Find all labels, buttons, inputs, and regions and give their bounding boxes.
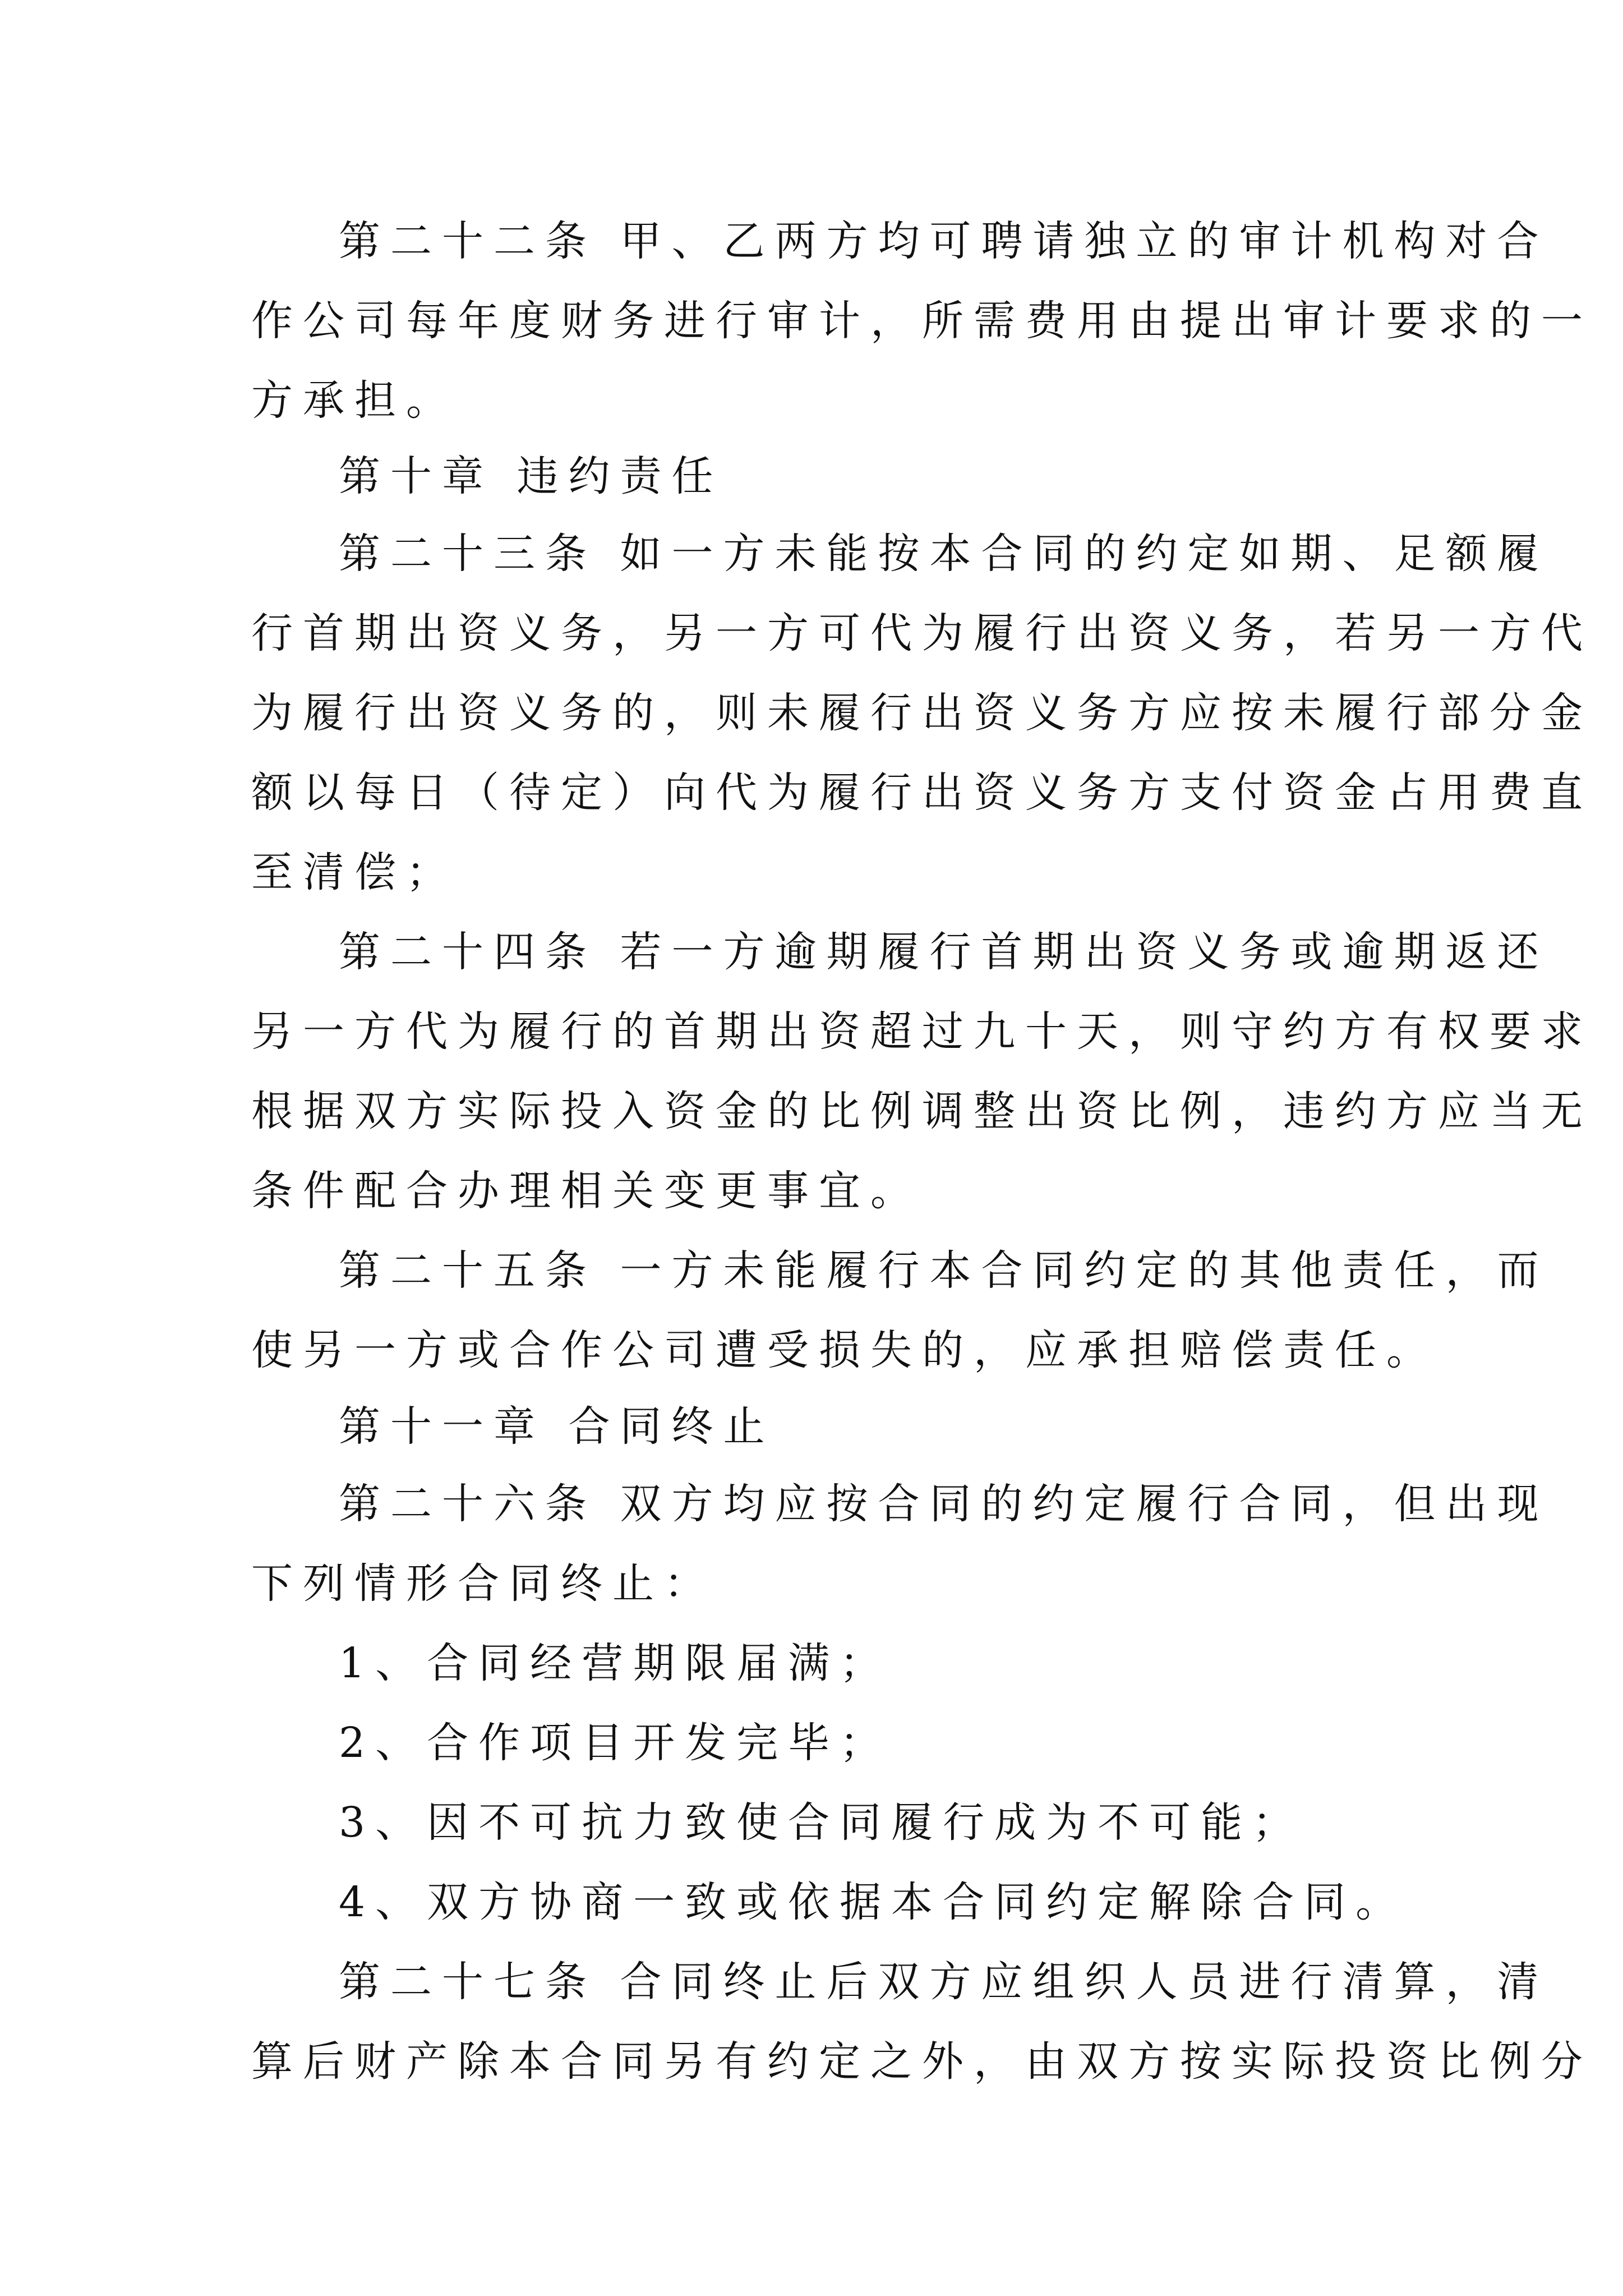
article-27-line-1: 第二十七条 合同终止后双方应组织人员进行清算，清 xyxy=(339,1958,1549,2006)
article-25-line-1: 第二十五条 一方未能履行本合同约定的其他责任，而 xyxy=(339,1246,1549,1295)
list-item-1: 1、合同经营期限届满； xyxy=(339,1639,892,1687)
article-23-line-2: 行首期出资义务，另一方可代为履行出资义务，若另一方代 xyxy=(251,609,1593,657)
article-24-line-4: 条件配合办理相关变更事宜。 xyxy=(251,1167,922,1215)
article-23-line-4: 额以每日（待定）向代为履行出资义务方支付资金占用费直 xyxy=(251,769,1593,817)
article-22-line-3: 方承担。 xyxy=(251,376,458,425)
chapter-11-heading: 第十一章 合同终止 xyxy=(339,1402,775,1451)
list-item-4: 4、双方协商一致或依据本合同约定解除合同。 xyxy=(339,1878,1408,1926)
article-25-line-2: 使另一方或合作公司遭受损失的，应承担赔偿责任。 xyxy=(251,1326,1438,1374)
article-24-line-1: 第二十四条 若一方逾期履行首期出资义务或逾期返还 xyxy=(339,928,1549,976)
chapter-10-heading: 第十章 违约责任 xyxy=(339,452,723,500)
article-24-line-2: 另一方代为履行的首期出资超过九十天，则守约方有权要求 xyxy=(251,1007,1593,1056)
article-23-line-3: 为履行出资义务的，则未履行出资义务方应按未履行部分金 xyxy=(251,689,1593,737)
article-23-line-1: 第二十三条 如一方未能按本合同的约定如期、足额履 xyxy=(339,530,1549,578)
list-item-2: 2、合作项目开发完毕； xyxy=(339,1719,892,1767)
article-26-line-2: 下列情形合同终止： xyxy=(251,1559,716,1608)
article-27-line-2: 算后财产除本合同另有约定之外，由双方按实际投资比例分 xyxy=(251,2037,1593,2086)
article-26-line-1: 第二十六条 双方均应按合同的约定履行合同，但出现 xyxy=(339,1480,1549,1528)
article-22-line-2: 作公司每年度财务进行审计，所需费用由提出审计要求的一 xyxy=(251,297,1593,345)
list-item-3: 3、因不可抗力致使合同履行成为不可能； xyxy=(339,1798,1304,1847)
article-24-line-3: 根据双方实际投入资金的比例调整出资比例，违约方应当无 xyxy=(251,1087,1593,1135)
article-23-line-5: 至清偿； xyxy=(251,848,458,896)
article-22-line-1: 第二十二条 甲、乙两方均可聘请独立的审计机构对合 xyxy=(339,217,1549,265)
